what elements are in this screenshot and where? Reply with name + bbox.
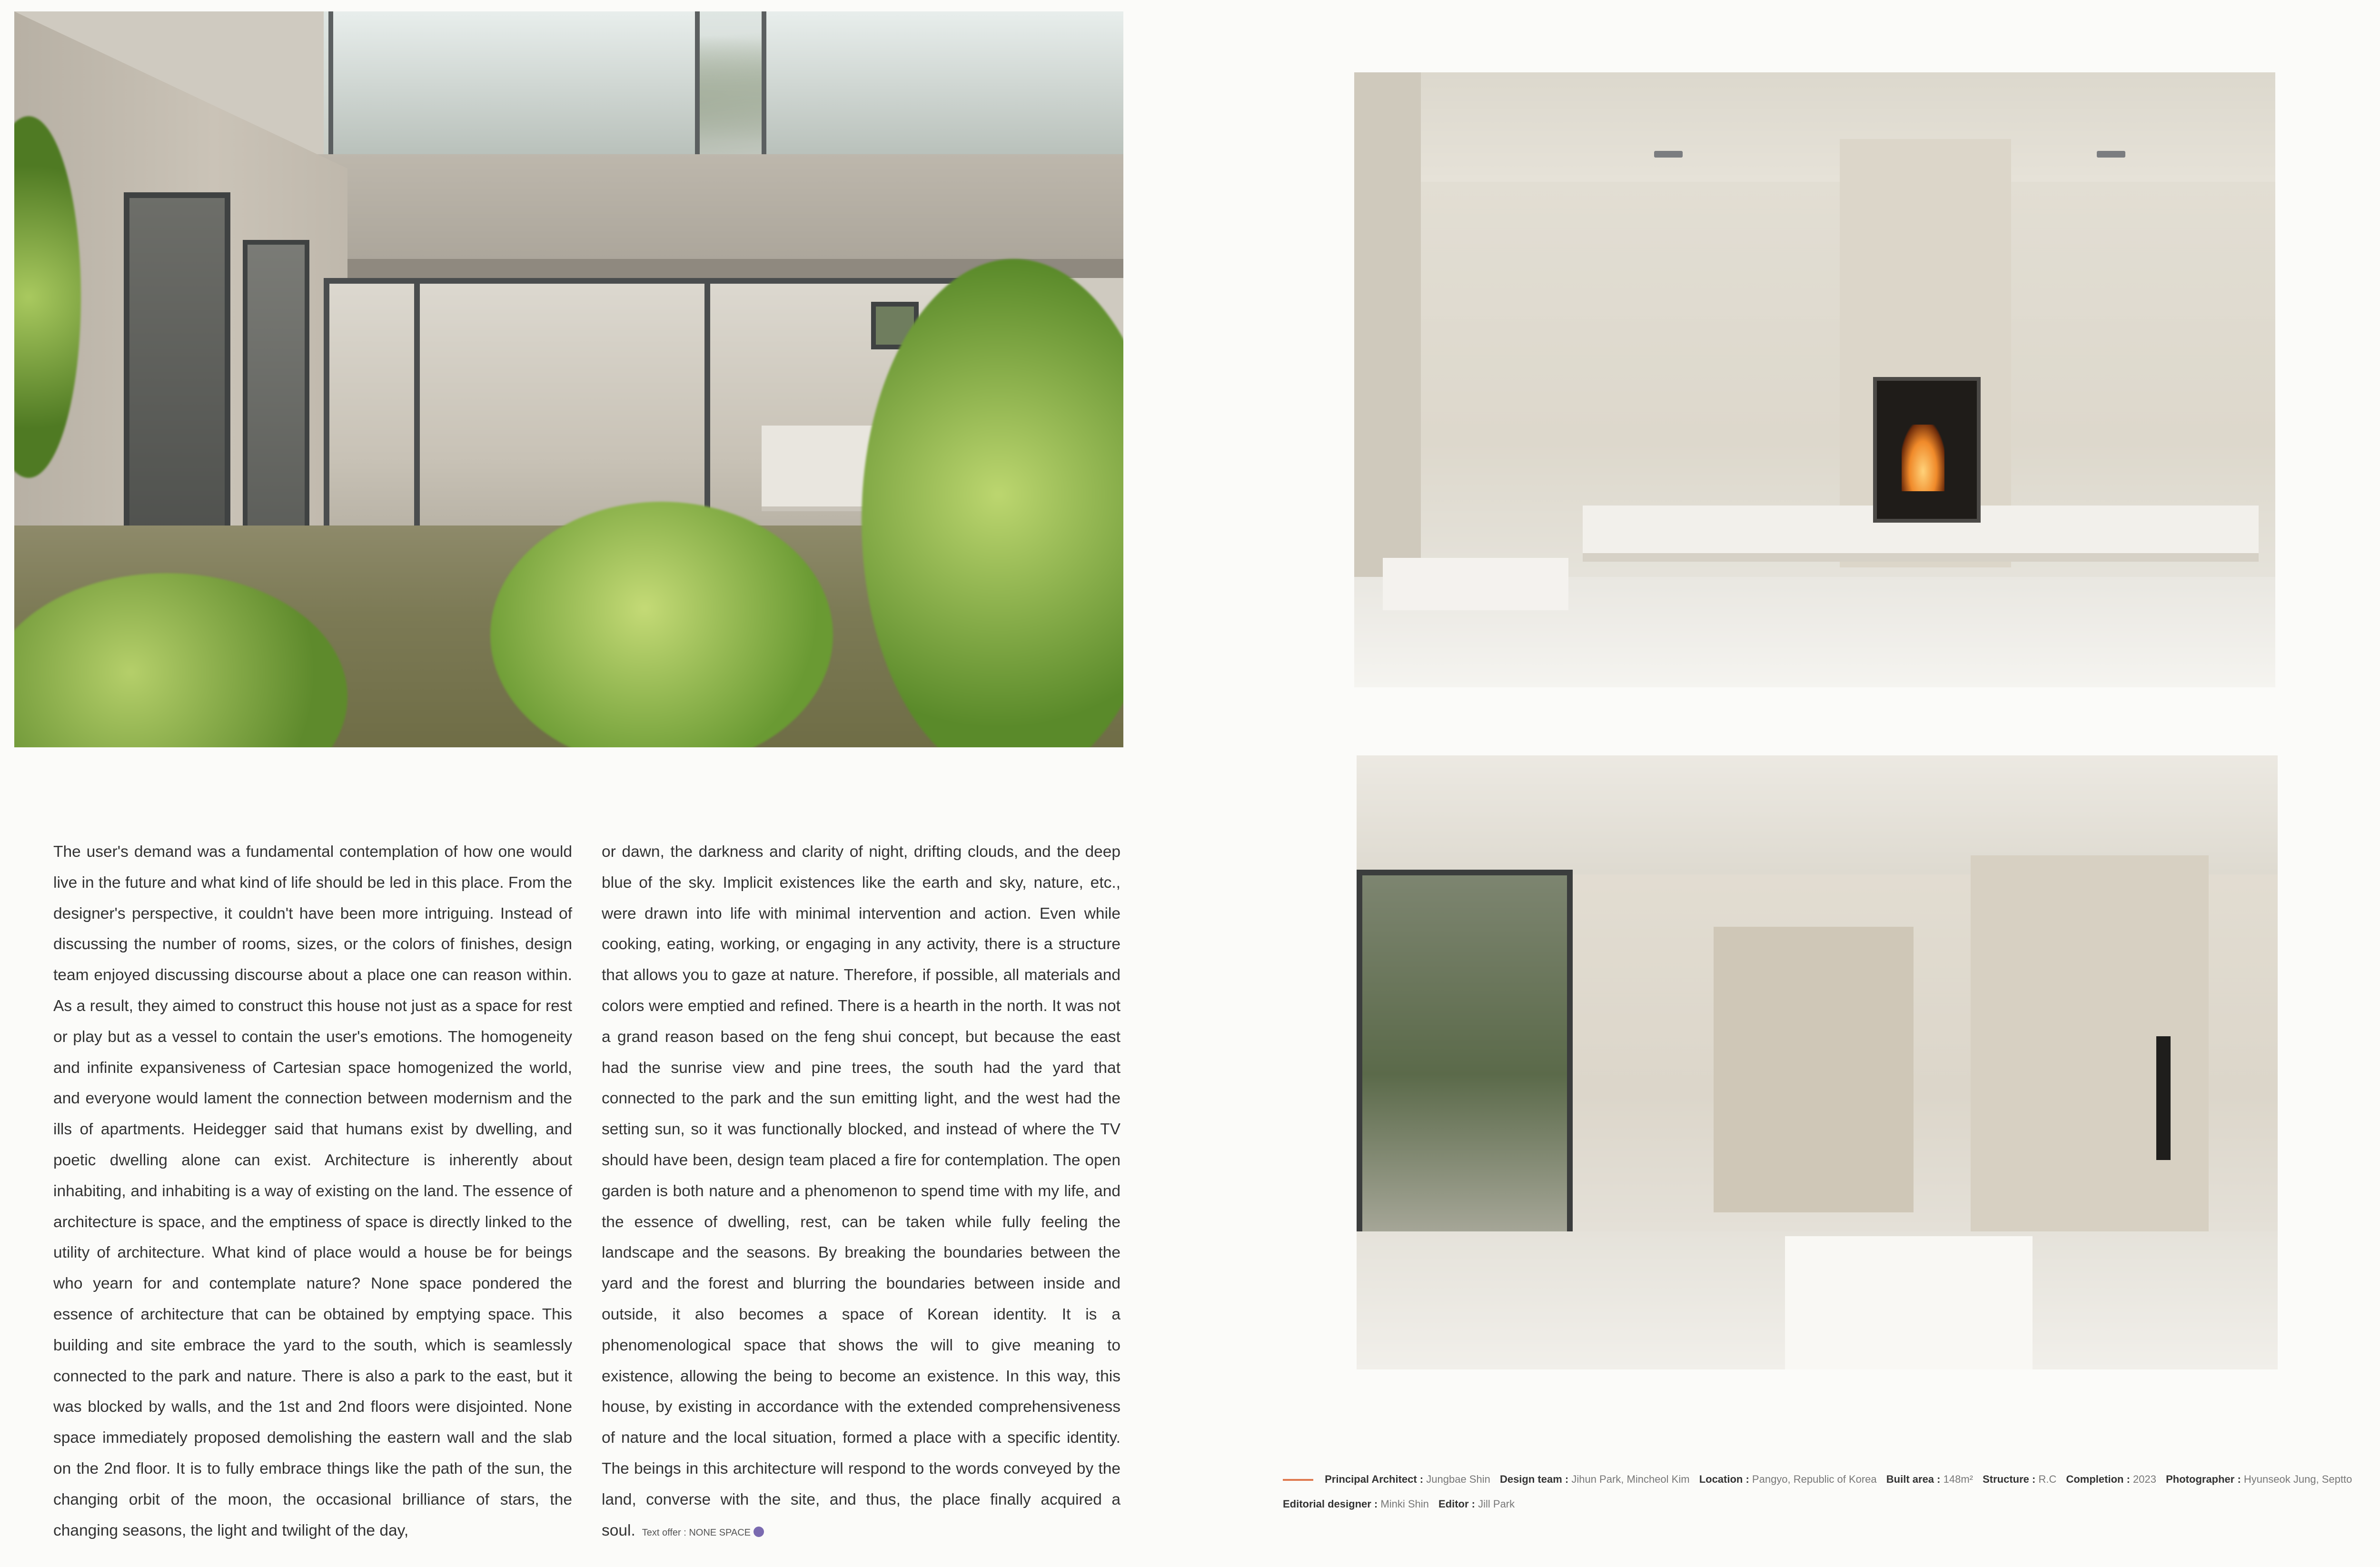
- upper-window: [328, 11, 700, 159]
- fire-flame: [1902, 425, 1944, 491]
- credit-structure: Structure : R.C: [1983, 1473, 2057, 1485]
- window-mullion: [414, 278, 420, 535]
- credit-photographer: Photographer : Hyunseok Jung, Septto: [2166, 1473, 2352, 1485]
- fireplace-room-photo: [1354, 72, 2275, 687]
- ceiling-vent: [2097, 151, 2125, 158]
- none-space-logo-icon: [754, 1527, 764, 1537]
- ceiling: [1354, 72, 2275, 182]
- body-paragraph: [602, 837, 1121, 1548]
- credit-built-area: Built area : 148m²: [1886, 1473, 1973, 1485]
- credit-completion: Completion : 2023: [2066, 1473, 2156, 1485]
- garden-window: [1357, 870, 1573, 1243]
- step-block: [1383, 558, 1568, 610]
- back-wall: [1714, 927, 1914, 1212]
- credit-location: Location : Pangyo, Republic of Korea: [1699, 1473, 1877, 1485]
- credit-principal-architect: Principal Architect : Jungbae Shin: [1325, 1473, 1490, 1485]
- credit-editorial-designer: Editorial designer : Minki Shin: [1283, 1498, 1429, 1510]
- upper-window: [762, 11, 1123, 159]
- fireplace-opening: [2156, 1036, 2171, 1160]
- window-mullion: [704, 278, 710, 535]
- credit-design-team: Design team : Jihun Park, Mincheol Kim: [1499, 1473, 1690, 1485]
- body-paragraph-text: or dawn, the darkness and clarity of night, drifting clouds, and the deep blue of the sky. Implicit existences like the earth and sky, nature, etc., were drawn into life with minimal intervention and action. Even while cooking, eating, working, or engaging in any activity, there is a structure that allows you to gaze at nature. Therefore, if possible, all materials and colors were emptied and refined. There is a hearth in the north. It was not a grand reason based on the feng shui concept, but because the east had the sunrise view and pine trees, the south had the yard that connected to the park and the sun emitting light, and the west had the setting sun, so it was functionally blocked, and instead of where the TV should have been, design team placed a fire for contemplation. The open garden is both nature and a phenomenon to spend time with my life, and the essence of dwelling, rest, can be taken while fully feeling the landscape and the seasons. By breaking the boundaries between the yard and the forest and blurring the boundaries between inside and outside, it also becomes a space of Korean identity. It is a phenomenological space that shows the will to give meaning to existence, allowing the being to become an existence. In this way, this house, by existing in accordance with the extended comprehensiveness of nature and the local situation, formed a place with a specific identity. The beings in this architecture will respond to the words conveyed by the land, converse with the site, and thus, the place finally acquired a soul.: [602, 843, 1121, 1539]
- project-credits: [1283, 1467, 2378, 1517]
- accent-rule: [1283, 1479, 1313, 1481]
- credit-editor: Editor : Jill Park: [1438, 1498, 1515, 1510]
- wall-column: [1971, 855, 2209, 1241]
- text-credit: Text offer : NONE SPACE: [642, 1527, 751, 1538]
- ceiling-vent: [1654, 151, 1683, 158]
- living-room-photo: [1357, 755, 2278, 1369]
- body-text-left-column: [53, 837, 572, 1546]
- body-paragraph: The user's demand was a fundamental contemplation of how one would live in the future and what kind of life should be led in this place. From the designer's perspective, it couldn't have been more intriguing. Instead of discussing the number of rooms, sizes, or the colors of finishes, design team enjoyed discussing discourse about a place one can reason within. As a result, they aimed to construct this house not just as a space for rest or play but as a vessel to contain the user's emotions. The homogeneity and infinite expansiveness of Cartesian space homogenized the world, and everyone would lament the connection between modernism and the ills of apartments. Heidegger said that humans exist by dwelling, and poetic dwelling alone can exist. Architecture is inherently about inhabiting, and inhabiting is a way of existing on the land. The essence of architecture is space, and the emptiness of space is directly linked to the utility of architecture. What kind of place would a house be for beings who yearn for and contemplate nature? None space pondered the essence of architecture that can be obtained by emptying space. This building and site embrace the yard to the south, which is seamlessly connected to the park and nature. There is also a park to the east, but it was blocked by walls, and the 1st and 2nd floors were disjointed. None space immediately proposed demolishing the eastern wall and the slab on the 2nd floor. It is to fully embrace things like the path of the sun, the changing orbit of the moon, the occasional brilliance of stars, the changing seasons, the light and twilight of the day,: [53, 843, 572, 1539]
- courtyard-photo: [14, 11, 1123, 747]
- body-text-right-column: [602, 837, 1121, 1548]
- sunlight-patch: [1785, 1236, 2033, 1369]
